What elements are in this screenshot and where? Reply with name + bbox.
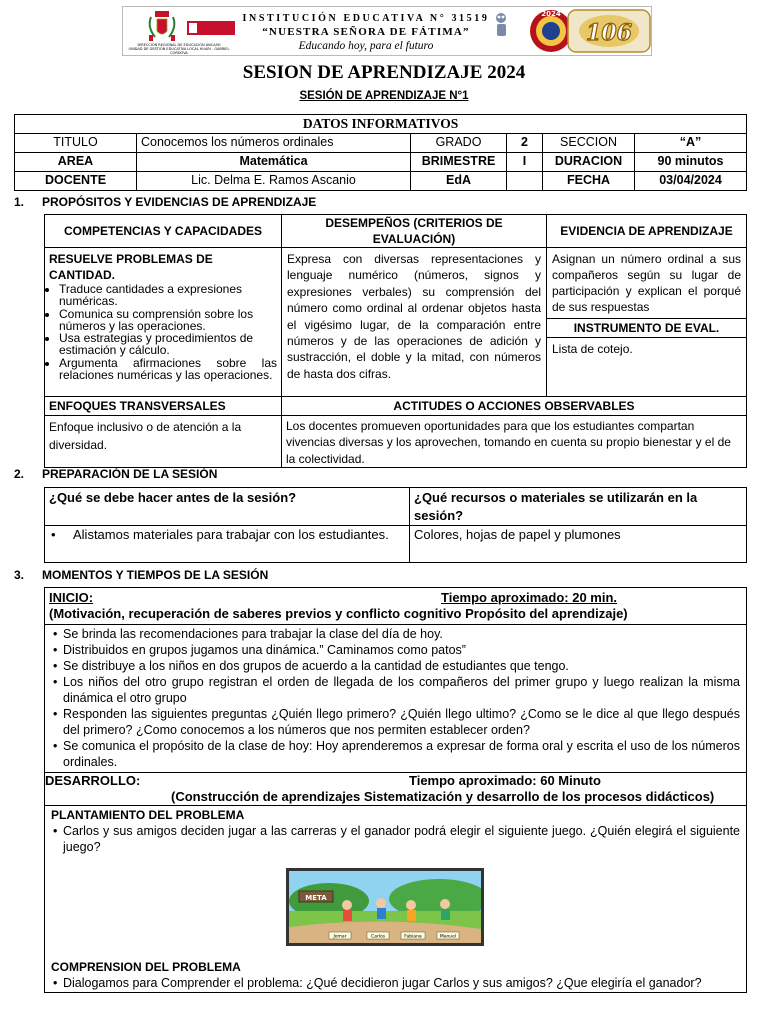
capacidades-list bbox=[49, 283, 277, 381]
instrumento-header: INSTRUMENTO DE EVAL. bbox=[547, 319, 747, 338]
bimestre-value: I bbox=[507, 153, 543, 172]
competencias-cell bbox=[45, 248, 282, 397]
titulo-value: Conocemos los números ordinales bbox=[137, 134, 411, 153]
section1-number: 1. bbox=[14, 195, 25, 209]
inicio-subtitle: (Motivación, recuperación de saberes previos y conflicto cognitivo Propósito del aprendizaje) bbox=[49, 606, 628, 621]
list-item: • Comunica su comprensión sobre los números y las operaciones. bbox=[59, 308, 277, 333]
desarrollo-header bbox=[45, 773, 747, 806]
name-label: Fabiana bbox=[404, 934, 422, 940]
actitudes-header: ACTITUDES O ACCIONES OBSERVABLES bbox=[282, 397, 747, 416]
instrumento-cell: Lista de cotejo. bbox=[547, 338, 747, 397]
list-item: • Se distribuye a los niños en dos grupos de acuerdo a la cantidad de estudiantes que tengo. bbox=[51, 658, 740, 674]
area-label: AREA bbox=[15, 153, 137, 172]
comprension-title: COMPRENSION DEL PROBLEMA bbox=[51, 960, 241, 974]
enfoques-header: ENFOQUES TRANSVERSALES bbox=[45, 397, 282, 416]
enfoque-cell: Enfoque inclusivo o de atención a la diversidad. bbox=[45, 416, 282, 468]
svg-text:META: META bbox=[305, 894, 327, 902]
name-label: Manuel bbox=[439, 934, 457, 940]
docente-value: Lic. Delma E. Ramos Ascanio bbox=[137, 172, 411, 191]
desempenos-header: DESEMPEÑOS (CRITERIOS DE EVALUACIÓN) bbox=[282, 215, 547, 248]
fecha-value: 03/04/2024 bbox=[635, 172, 747, 191]
race-scene-image bbox=[289, 871, 481, 943]
actitud-cell: Los docentes promueven oportunidades para que los estudiantes compartan vivencias diversas y los aprovechen, tomando en cuenta su propio bienestar y el de la colectividad. bbox=[282, 416, 747, 468]
inicio-label: INICIO: bbox=[49, 590, 94, 605]
titulo-label: TITULO bbox=[15, 134, 137, 153]
section1-title: PROPÓSITOS Y EVIDENCIAS DE APRENDIZAJE bbox=[42, 195, 317, 209]
competencias-header: COMPETENCIAS Y CAPACIDADES bbox=[45, 215, 282, 248]
preparation-table bbox=[44, 487, 747, 563]
list-item: • Se comunica el propósito de la clase de hoy: Hoy aprenderemos a expresar de forma oral y escrita el uso de los números ordinales. bbox=[51, 738, 740, 770]
duracion-value: 90 minutos bbox=[635, 153, 747, 172]
evidencia-header: EVIDENCIA DE APRENDIZAJE bbox=[547, 215, 747, 248]
inicio-time: Tiempo aproximado: 20 min. bbox=[441, 590, 618, 605]
svg-text:2024: 2024 bbox=[541, 10, 561, 18]
section3-title: MOMENTOS Y TIEMPOS DE LA SESIÓN bbox=[42, 568, 269, 582]
seccion-value: “A” bbox=[635, 134, 747, 153]
docente-label: DOCENTE bbox=[15, 172, 137, 191]
desarrollo-subtitle: (Construcción de aprendizajes Sistematización y desarrollo de los procesos didácticos) bbox=[171, 789, 715, 804]
desarrollo-time: Tiempo aproximado: 60 Minuto bbox=[409, 773, 601, 788]
list-item: • Los niños del otro grupo registran el orden de llegada de los compañeros del primer grupo y luego realizan la misma dinámica el otro grupo bbox=[51, 674, 740, 706]
list-item: • Responden las siguientes preguntas ¿Quién llego primero? ¿Quién llego ultimo? ¿Como se le dice al que llego después del primero? ¿Como conocemos a los números que nos permiten establecer orden? bbox=[51, 706, 740, 738]
inicio-header bbox=[45, 588, 747, 625]
antes-header: ¿Qué se debe hacer antes de la sesión? bbox=[45, 488, 410, 526]
name-label: Carlos bbox=[370, 934, 386, 940]
page-title: SESION DE APRENDIZAJE 2024 bbox=[242, 62, 526, 83]
school-header bbox=[122, 6, 652, 56]
area-value: Matemática bbox=[137, 153, 411, 172]
planteamiento-title: PLANTAMIENTO DEL PROBLEMA bbox=[51, 808, 245, 822]
child-figure bbox=[440, 899, 450, 920]
info-table bbox=[14, 114, 747, 191]
antes-cell bbox=[45, 526, 410, 563]
grado-label: GRADO bbox=[411, 134, 507, 153]
school-name-line1: INSTITUCIÓN EDUCATIVA N° 31519 bbox=[242, 13, 490, 24]
name-label: Jomar bbox=[333, 934, 347, 940]
child-figure bbox=[376, 898, 386, 919]
recursos-cell: Colores, hojas de papel y plumones bbox=[410, 526, 747, 563]
seccion-label: SECCION bbox=[543, 134, 635, 153]
session-subtitle: SESIÓN DE APRENDIZAJE N°1 bbox=[299, 90, 469, 102]
list-item: • Se brinda las recomendaciones para trabajar la clase del día de hoy. bbox=[51, 626, 740, 642]
section3-number: 3. bbox=[14, 568, 25, 582]
eda-label: EdA bbox=[411, 172, 507, 191]
info-heading: DATOS INFORMATIVOS bbox=[15, 115, 747, 134]
list-item: • Traduce cantidades a expresiones numéricas. bbox=[59, 283, 277, 308]
purposes-table bbox=[44, 214, 747, 468]
desarrollo-label: DESARROLLO: bbox=[45, 773, 141, 788]
list-item: • Usa estrategias y procedimientos de estimación y cálculo. bbox=[59, 332, 277, 357]
list-item: • Dialogamos para Comprender el problema: ¿Qué decidieron jugar Carlos y sus amigos? ¿Que elegiría el ganador? bbox=[51, 975, 740, 991]
competencia-title: RESUELVE PROBLEMAS DE CANTIDAD. bbox=[49, 252, 213, 282]
child-figure bbox=[406, 900, 416, 921]
emblem-caption: DIRECCIÓN REGIONAL DE EDUCACIÓN ÁNCASH UNIDAD DE GESTIÓN EDUCATIVA LOCAL HUARI - GABRIEL CORDOVA bbox=[128, 43, 230, 55]
section2-number: 2. bbox=[14, 467, 25, 481]
child-figure bbox=[342, 900, 352, 921]
eda-value bbox=[507, 172, 543, 191]
fecha-label: FECHA bbox=[543, 172, 635, 191]
evidencia-cell: Asignan un número ordinal a sus compañeros según su lugar de participación y explican el porqué de sus respuestas bbox=[547, 248, 747, 319]
duracion-label: DURACION bbox=[543, 153, 635, 172]
antes-text: Alistamos materiales para trabajar con los estudiantes. bbox=[73, 527, 389, 542]
list-item: • Carlos y sus amigos deciden jugar a las carreras y el ganador podrá elegir el siguiente juego. ¿Quién elegirá el siguiente juego? bbox=[51, 823, 740, 855]
recursos-header: ¿Qué recursos o materiales se utilizarán en la sesión? bbox=[410, 488, 747, 526]
list-item: • Distribuidos en grupos jugamos una dinámica.” Caminamos como patos” bbox=[51, 642, 740, 658]
desempeno-cell: Expresa con diversas representaciones y lenguaje numérico (números, signos y expresiones verbales) su comprensión del número como ordinal al ordenar objetos hasta el vigésimo lugar, de la comparación entre números y de las operaciones de adición y sustracción, el doble y la mitad, con números de hasta dos cifras. bbox=[282, 248, 547, 397]
bimestre-label: BRIMESTRE bbox=[411, 153, 507, 172]
anniversary-logo bbox=[567, 9, 651, 53]
school-name-line2: “NUESTRA SEÑORA DE FÁTIMA” bbox=[262, 26, 470, 38]
svg-text:106: 106 bbox=[586, 20, 632, 46]
school-motto: Educando hoy, para el futuro bbox=[298, 40, 434, 52]
race-illustration bbox=[286, 868, 484, 946]
section2-title: PREPARACIÓN DE LA SESIÓN bbox=[42, 467, 218, 481]
inicio-content bbox=[45, 625, 747, 773]
list-item: • Argumenta afirmaciones sobre las relaciones numéricas y las operaciones. bbox=[59, 357, 277, 382]
bullet: • bbox=[51, 527, 56, 542]
grado-value: 2 bbox=[507, 134, 543, 153]
